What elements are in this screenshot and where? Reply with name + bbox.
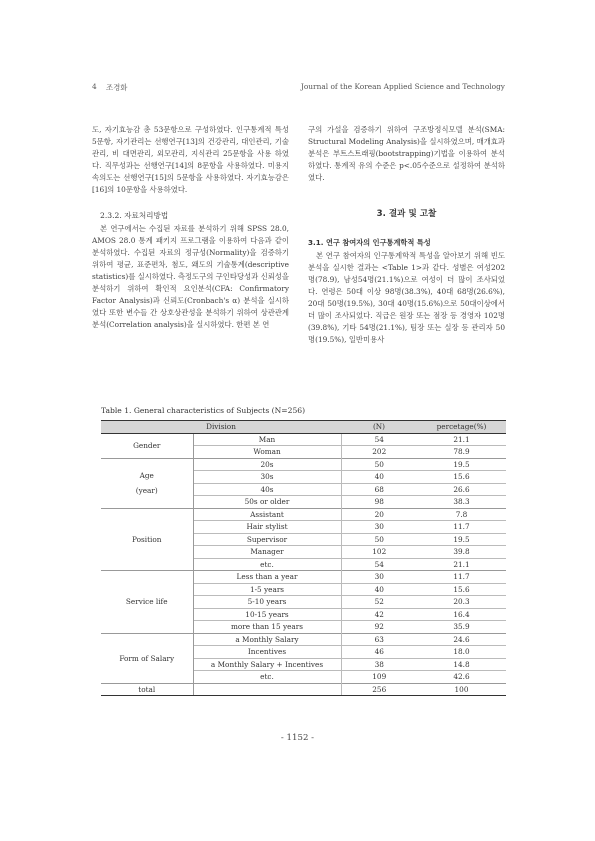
row-pct: 26.6 — [417, 483, 506, 496]
row-n: 68 — [341, 483, 417, 496]
table-header-row — [101, 421, 506, 434]
row-n: 30 — [341, 571, 417, 584]
row-n: 98 — [341, 496, 417, 509]
division-form-of-salary: Form of Salary — [101, 633, 193, 683]
author-name: 조경화 — [106, 83, 128, 92]
row-n: 202 — [341, 446, 417, 459]
row-n: 38 — [341, 658, 417, 671]
header-n: (N) — [341, 421, 417, 434]
row-n: 30 — [341, 521, 417, 534]
row-pct: 20.3 — [417, 596, 506, 609]
left-paragraph-1: 도, 자기효능감 총 53문항으로 구성하였다. 인구통계적 특성 5문항, 자기관리는 선행연구[13]의 건강관리, 대인관리, 기술 관리, 비 대면관리, 외모관리, 지식관리 25문항을 사용 하였다. 직무성과는 선행연구[14]의 8문항을 사용하였다. 미용지속의도는 선행연구[15]의 5문항을 사용하였다. 자기효능감은[16]의 10문항을 사용하였다. — [92, 125, 289, 195]
row-label: 40s — [193, 483, 341, 496]
row-pct: 7.8 — [417, 508, 506, 521]
right-column — [308, 124, 505, 346]
row-label: Hair stylist — [193, 521, 341, 534]
row-pct: 42.6 — [417, 671, 506, 684]
row-n: 50 — [341, 458, 417, 471]
right-paragraph-2: 본 연구 참여자의 인구통계학적 특성을 알아보기 위해 빈도분석을 실시한 결과는 <Table 1>과 같다. 성별은 여성202명(78.9), 남성54명(21.1%)으로 여성이 더 많이 조사되었다. 연령은 50대 이상 98명(38.3%), 40대 68명(26.6%), 20대 50명(19.5%), 30대 40명(15.6%)으로 50대이상에서 더 많이 조사되었다. 직급은 원장 또는 점장 등 경영자 102명(39.8%), 기타 54명(21.1%), 팀장 또는 실장 등 관리자 50명(19.5%), 일반미용사 — [308, 250, 505, 345]
row-n: 20 — [341, 508, 417, 521]
table-row — [101, 508, 506, 521]
header-percentage: percetage(%) — [417, 421, 506, 434]
table-row — [101, 458, 506, 471]
row-n: 92 — [341, 621, 417, 634]
row-pct: 11.7 — [417, 571, 506, 584]
row-pct: 24.6 — [417, 633, 506, 646]
row-label: Woman — [193, 446, 341, 459]
row-label: 1-5 years — [193, 583, 341, 596]
row-n: 109 — [341, 671, 417, 684]
subheading-data-processing: 2.3.2. 자료처리방법 — [100, 210, 169, 220]
subsection-heading-demographics: 3.1. 연구 참여자의 인구통계학적 특성 — [308, 237, 431, 247]
left-column — [92, 124, 289, 332]
row-pct: 35.9 — [417, 621, 506, 634]
total-empty-cell — [193, 683, 341, 696]
page-footer: - 1152 - — [280, 733, 315, 743]
row-label: etc. — [193, 671, 341, 684]
table-row — [101, 433, 506, 446]
table-row — [101, 633, 506, 646]
characteristics-table — [101, 420, 506, 696]
row-label: 50s or older — [193, 496, 341, 509]
table-total-row — [101, 683, 506, 696]
division-gender: Gender — [101, 433, 193, 458]
row-n: 40 — [341, 583, 417, 596]
row-pct: 14.8 — [417, 658, 506, 671]
page-number: 4 — [92, 82, 97, 91]
row-label: 5-10 years — [193, 596, 341, 609]
journal-title: Journal of the Korean Applied Science and Technology — [300, 82, 505, 91]
row-n: 46 — [341, 646, 417, 659]
division-age-line2: (year) — [135, 486, 158, 495]
row-label: Manager — [193, 546, 341, 559]
row-pct: 78.9 — [417, 446, 506, 459]
row-pct: 39.8 — [417, 546, 506, 559]
division-age — [101, 458, 193, 508]
row-n: 102 — [341, 546, 417, 559]
row-n: 63 — [341, 633, 417, 646]
total-pct: 100 — [417, 683, 506, 696]
row-n: 54 — [374, 434, 384, 444]
total-label: total — [101, 683, 193, 696]
row-n: 40 — [341, 471, 417, 484]
division-service-life: Service life — [101, 571, 193, 634]
row-label: Incentives — [193, 646, 341, 659]
row-pct: 19.5 — [417, 533, 506, 546]
row-label: more than 15 years — [193, 621, 341, 634]
row-pct: 21.1 — [417, 558, 506, 571]
row-label: Supervisor — [193, 533, 341, 546]
row-label: 30s — [193, 471, 341, 484]
table-row — [101, 571, 506, 584]
row-pct: 15.6 — [417, 583, 506, 596]
row-label: a Monthly Salary — [193, 633, 341, 646]
row-label: a Monthly Salary + Incentives — [193, 658, 341, 671]
row-n: 50 — [341, 533, 417, 546]
left-paragraph-2: 본 연구에서는 수집된 자료를 분석하기 위해 SPSS 28.0, AMOS 28.0 통계 패키지 프로그램을 이용하여 다음과 같이 분석하였다. 수집된 자료의 정규성(Normality)을 검증하기 위하여 평균, 표준편차, 첨도, 왜도의 기술통계(descriptive statistics)를 실시하였다. 측정도구의 구인타당성과 신뢰성을 분석하기 위하여 확인적 요인분석(CFA: Confirmatory Factor Analysis)과 신뢰도(Cronbach's α) 분석을 실시하였다 또한 변수들 간 상호상관성을 분석하기 위하여 상관관계 분석(Correlation analysis)을 실시하였다. 한편 본 연 — [92, 223, 289, 330]
row-label: 10-15 years — [193, 608, 341, 621]
row-pct: 18.0 — [417, 646, 506, 659]
row-pct: 19.5 — [417, 458, 506, 471]
total-n: 256 — [341, 683, 417, 696]
row-n: 54 — [341, 558, 417, 571]
row-label: 20s — [193, 458, 341, 471]
row-pct: 15.6 — [417, 471, 506, 484]
row-n: 42 — [341, 608, 417, 621]
running-head — [92, 82, 505, 94]
section-heading-results: 3. 결과 및 고찰 — [376, 209, 437, 220]
division-position: Position — [101, 508, 193, 571]
header-division: Division — [101, 421, 341, 434]
row-pct: 16.4 — [417, 608, 506, 621]
row-pct: 21.1 — [453, 434, 470, 444]
row-n: 52 — [341, 596, 417, 609]
row-label: Assistant — [193, 508, 341, 521]
row-label: etc. — [193, 558, 341, 571]
right-paragraph-1: 구의 가설을 검증하기 위하여 구조방정식모델 분석(SMA: Structural Modeling Analysis)을 실시하였으며, 매개효과 분석은 부트스트래핑(bootstrapping)기법을 이용하여 분석하였다. 통계적 유의 수준은 p<.05수준으로 설정하여 분석하였다. — [308, 125, 505, 183]
row-pct: 38.3 — [417, 496, 506, 509]
row-label: Less than a year — [193, 571, 341, 584]
table-caption: Table 1. General characteristics of Subjects (N=256) — [101, 406, 306, 415]
division-age-line1: Age — [139, 471, 154, 480]
row-label: Man — [193, 433, 341, 446]
row-pct: 11.7 — [417, 521, 506, 534]
